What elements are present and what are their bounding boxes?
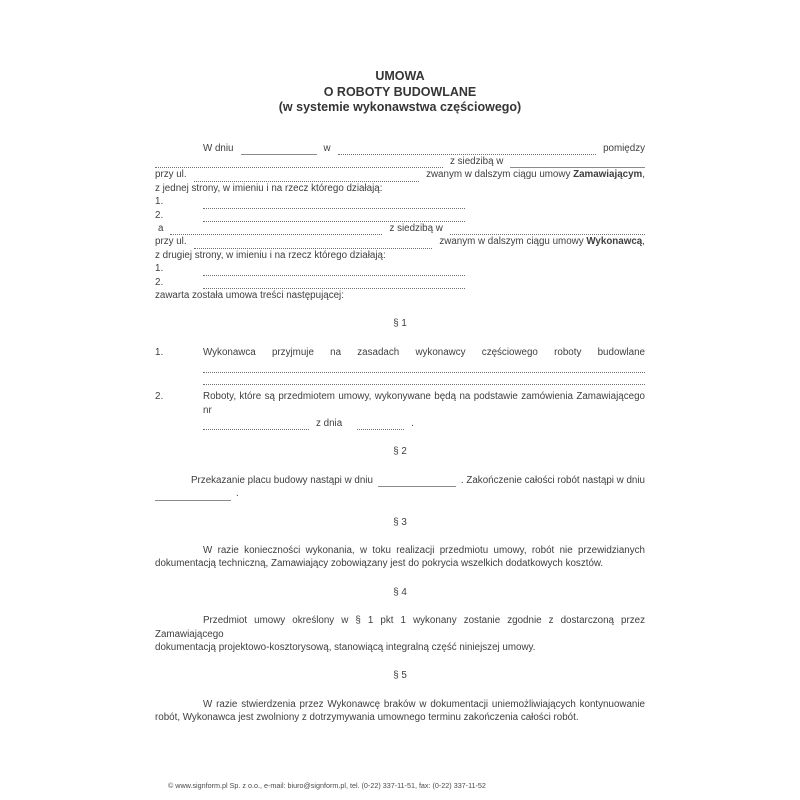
s2-text-before: Przekazanie placu budowy nastąpi w dniu [191, 474, 373, 486]
label-a: a [158, 222, 164, 234]
handover-date-blank-field [378, 476, 456, 487]
seat-blank-field [510, 157, 645, 168]
label-zwanym-2: zwanym w dalszym ciągu umowy [439, 236, 584, 248]
section-mark-5: § 5 [393, 670, 407, 682]
list-number: 1. [155, 263, 164, 275]
s2-text-after: . Zakończenie całości robót nastąpi w dniu [460, 474, 645, 486]
s1-item-1-text: Wykonawca przyjmuje na zasadach wykonawcy częściowego roboty budowlane [203, 346, 645, 358]
section-3-paragraph [155, 544, 645, 571]
document-title [155, 69, 645, 116]
intro-line-seat-1 [155, 155, 645, 168]
party-name-wykonawca: Wykonawcą [586, 236, 643, 248]
s4-line-1: Przedmiot umowy określony w § 1 pkt 1 wykonany zostanie zgodnie z dostarczoną przez Zamawiającego [155, 615, 645, 640]
section-mark-1: § 1 [393, 318, 407, 330]
period: . [236, 488, 239, 500]
label-przy-ul-1: przy ul. [155, 169, 187, 181]
s1-item-2 [155, 390, 645, 430]
s1-item-2-order-line [203, 417, 645, 430]
label-pomiedzy: pomiędzy [603, 142, 645, 154]
representative-line-2 [155, 209, 645, 222]
s1-item-1-body [203, 346, 645, 385]
section-5-paragraph [155, 698, 645, 725]
intro-line-street-2 [155, 235, 645, 248]
label-z-siedziba-2: z siedzibą w [389, 222, 443, 234]
s2-line-2 [155, 487, 645, 500]
order-number-blank-field [203, 419, 309, 430]
city-blank-field [338, 144, 596, 155]
intro-line-acting-2: z drugiej strony, w imieniu i na rzecz którego działają: [155, 249, 386, 261]
s4-line-2: dokumentacją projektowo-kosztorysową, stanowiącą integralną część niniejszej umowy. [155, 642, 536, 654]
footer-copyright: © www.signform.pl Sp. z o.o., e-mail: biuro@signform.pl, tel. (0-22) 337-11-51, fax: (0-22) 337-11-52 [168, 780, 486, 790]
item-number: 2. [155, 391, 164, 403]
list-number: 1. [155, 196, 164, 208]
intro-line-street-1 [155, 168, 645, 181]
representative-line-3 [155, 262, 645, 275]
item-number: 1. [155, 346, 164, 358]
section-4-paragraph [155, 614, 645, 654]
intro-closing-line: zawarta została umowa treści następującej: [155, 289, 344, 301]
title-line-1: UMOWA [375, 69, 425, 83]
seat-blank-field [450, 224, 645, 235]
title-line-2: O ROBOTY BUDOWLANE [323, 84, 477, 99]
s1-item-1 [155, 346, 645, 385]
section-2-paragraph [155, 474, 645, 501]
representative-blank-field [203, 265, 465, 276]
intro-line-seat-2 [155, 222, 645, 235]
comma-1: , [642, 169, 645, 181]
representative-blank-field [203, 211, 465, 222]
order-date-blank-field [357, 419, 404, 430]
list-number: 2. [155, 276, 164, 288]
works-blank-field [203, 373, 645, 385]
label-zwanym-1: zwanym w dalszym ciągu umowy [426, 169, 571, 181]
section-mark-2: § 2 [393, 446, 407, 458]
works-blank-field [203, 361, 645, 373]
s3-line-1: W razie konieczności wykonania, w toku realizacji przedmiotu umowy, robót nie przewidzianych [203, 545, 645, 557]
completion-date-blank-field [155, 490, 231, 501]
representative-blank-field [203, 278, 465, 289]
s3-line-2: dokumentacją techniczną, Zamawiający zobowiązany jest do pokrycia wszelkich dodatkowych kosztów. [155, 558, 604, 570]
s5-line-1: W razie stwierdzenia przez Wykonawcę braków w dokumentacji uniemożliwiających kontynuowanie [203, 698, 645, 710]
party-clause-2 [439, 235, 645, 248]
title-line-3: (w systemie wykonawstwa częściowego) [278, 100, 522, 114]
s1-item-2-text: Roboty, które są przedmiotem umowy, wykonywane będą na podstawie zamówienia Zamawiającego nr [203, 391, 645, 416]
comma-2: , [642, 236, 645, 248]
label-w: w [323, 142, 331, 154]
representative-blank-field [203, 198, 465, 209]
period: . [411, 418, 414, 429]
intro-line-acting-1: z jednej strony, w imieniu i na rzecz którego działają: [155, 182, 383, 194]
label-w-dniu: W dniu [203, 142, 234, 154]
date-blank-field [241, 144, 317, 155]
section-mark-3: § 3 [393, 516, 407, 528]
section-mark-4: § 4 [393, 586, 407, 598]
intro-block [155, 142, 645, 303]
representative-line-1 [155, 195, 645, 208]
s5-line-2: robót, Wykonawca jest zwolniony z dotrzymywania umownego terminu zakończenia całości robót. [155, 712, 579, 724]
company-blank-field [155, 157, 443, 168]
intro-line-date [155, 142, 645, 155]
party-name-zamawiajacy: Zamawiającym [573, 169, 643, 181]
representative-line-4 [155, 276, 645, 289]
company-blank-field [170, 224, 382, 235]
street-blank-field [194, 238, 433, 249]
document-page [155, 0, 645, 790]
party-clause-1 [426, 168, 645, 181]
label-z-dnia: z dnia [316, 418, 343, 429]
s1-item-2-body [203, 390, 645, 430]
label-z-siedziba-1: z siedzibą w [450, 155, 504, 167]
street-blank-field [194, 171, 420, 182]
list-number: 2. [155, 209, 164, 221]
s2-line-1 [155, 474, 645, 487]
label-przy-ul-2: przy ul. [155, 236, 187, 248]
